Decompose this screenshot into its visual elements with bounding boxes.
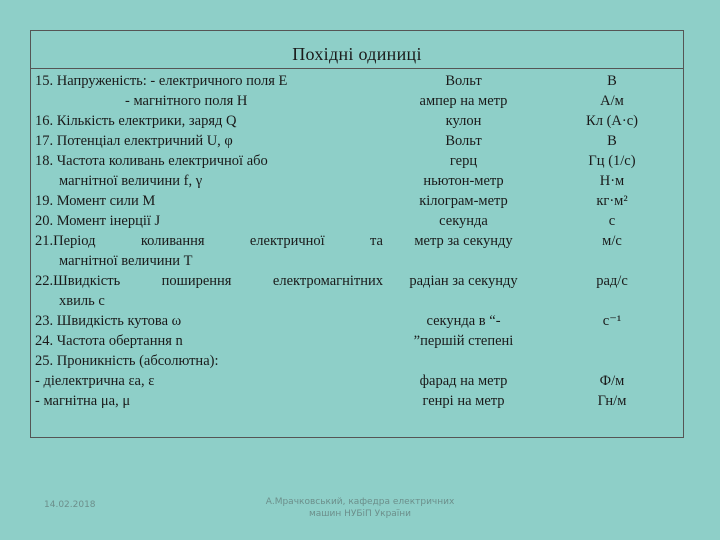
footer-author-line: А.Мрачковський, кафедра електричних [265,497,455,507]
quantity-line: - магнітна μa, μ [35,393,131,409]
unit-symbol: Ф/м [599,373,625,389]
unit-symbol: м/с [602,233,622,249]
quantity-line: 20. Момент інерції J [35,213,161,229]
unit-name: радіан за секунду [409,273,518,289]
quantity-line-justified [35,231,383,251]
unit-symbol: с⁻¹ [602,313,622,329]
quantity-line: 17. Потенціал електричний U, φ [35,133,233,149]
quantity-line: - діелектрична εa, ε [35,373,155,389]
unit-name: кулон [445,113,482,129]
quantity-line: магнітної величини f, γ [59,173,203,189]
unit-symbol: Гц (1/с) [588,153,636,169]
unit-name: Вольт [445,73,482,89]
word: електромагнітних [272,273,383,289]
word: коливання [140,233,205,249]
word: та [370,233,383,249]
quantity-line: 24. Частота обертання n [35,333,183,349]
unit-name: генрі на метр [422,393,505,409]
footer-author-line: машин НУБіП України [308,509,412,519]
header-divider [31,68,683,69]
unit-symbol: с [608,213,616,229]
unit-symbol: Кл (А·с) [586,113,638,129]
quantity-line: хвиль c [59,293,105,309]
footer-date: 14.02.2018 [44,500,96,510]
quantity-line: магнітної величини T [59,253,193,269]
quantity-line: 19. Момент сили M [35,193,156,209]
word: електричної [249,233,325,249]
quantity-line: 18. Частота коливань електричної або [35,153,268,169]
word: 21.Період [35,233,96,249]
quantity-line: 23. Швидкість кутова ω [35,313,182,329]
footer-author [230,496,490,520]
unit-symbol: рад/с [596,273,628,289]
quantity-line-justified [35,271,383,291]
unit-name: ампер на метр [419,93,508,109]
unit-name: ньютон-метр [423,173,504,189]
quantity-line: 25. Проникність (абсолютна): [35,353,219,369]
unit-name: ”першій степені [413,333,514,349]
unit-symbol: В [607,73,617,89]
unit-name: Вольт [445,133,482,149]
unit-name: фарад на метр [419,373,508,389]
unit-symbol: кг·м² [596,193,628,209]
quantity-line: - магнітного поля H [125,93,248,109]
unit-name: кілограм-метр [419,193,508,209]
word: 22.Швидкість [35,273,121,289]
unit-name: метр за секунду [414,233,513,249]
word: поширення [161,273,232,289]
page-title: Похідні одиниці [292,44,422,64]
unit-symbol: В [607,133,617,149]
unit-name: герц [449,153,478,169]
quantity-line: 16. Кількість електрики, заряд Q [35,113,237,129]
quantity-line: 15. Напруженість: - електричного поля E [35,73,288,89]
units-table [30,30,684,438]
unit-symbol: Н·м [599,173,625,189]
unit-name: секунда в “- [426,313,501,329]
unit-symbol: Гн/м [597,393,627,409]
unit-name: секунда [439,213,488,229]
unit-symbol: А/м [600,93,624,109]
